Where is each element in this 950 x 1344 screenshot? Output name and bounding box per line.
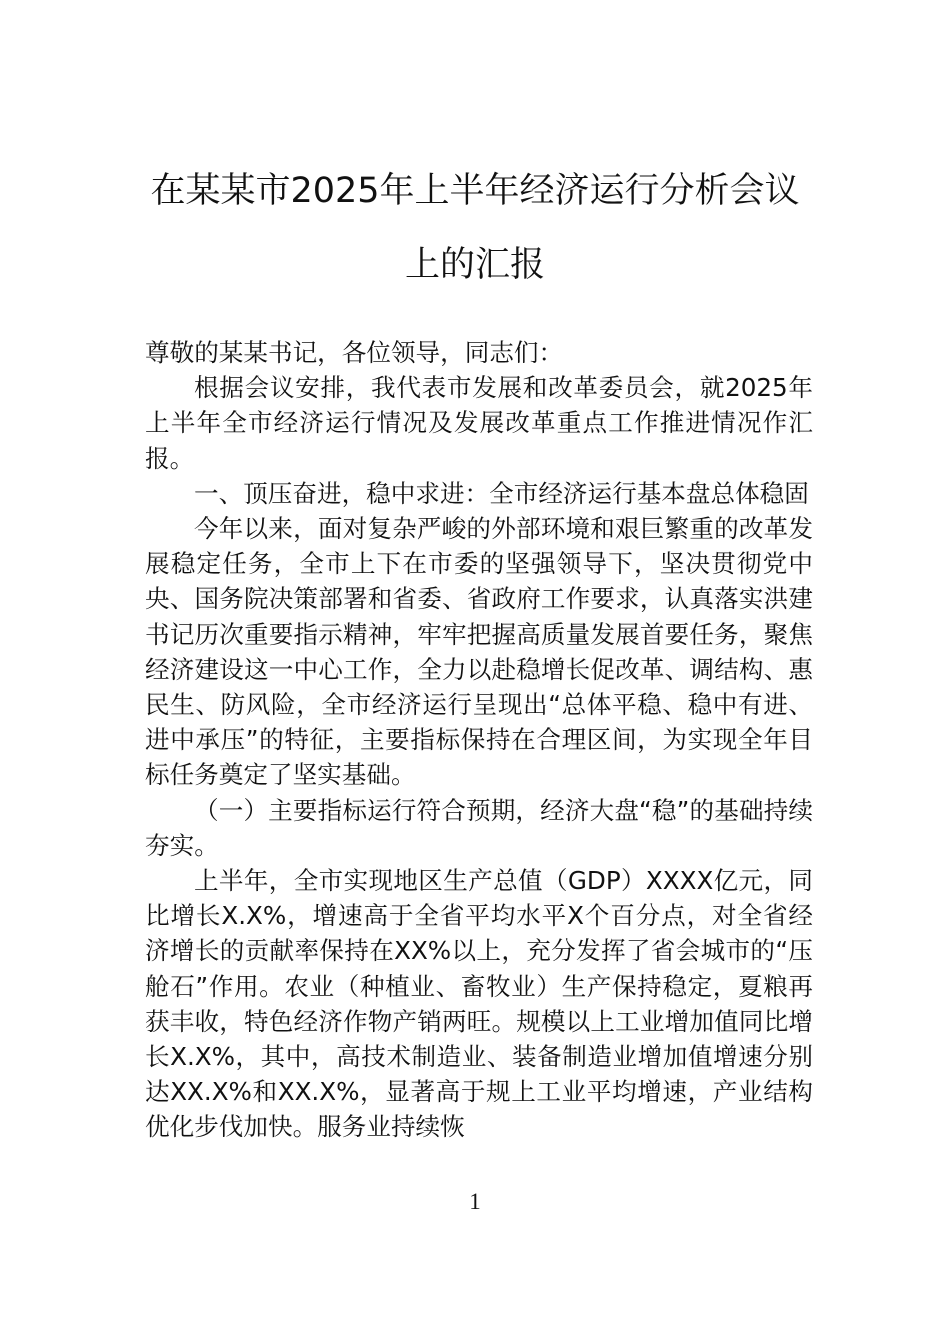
- subsection-heading-1: （一）主要指标运行符合预期，经济大盘“稳”的基础持续夯实。: [145, 795, 813, 860]
- document-title: [120, 154, 830, 302]
- paragraph-indicators: 上半年，全市实现地区生产总值（GDP）XXXX亿元，同比增长X.X%，增速高于全省平均水平X个百分点，对全省经济增长的贡献率保持在XX%以上，充分发挥了省会城市的“压舱石”作用。农业（种植业、畜牧业）生产保持稳定，夏粮再获丰收，特色经济作物产销两旺。规模以上工业增加值同比增长X.X%，其中，高技术制造业、装备制造业增加值增速分别达XX.X%和XX.X%，显著高于规上工业平均增速，产业结构优化步伐加快。服务业持续恢: [145, 866, 813, 1142]
- title-line-2: 上的汇报: [404, 245, 545, 285]
- document-body: [145, 335, 813, 1145]
- paragraph-intro: 根据会议安排，我代表市发展和改革委员会，就2025年上半年全市经济运行情况及发展改革重点工作推进情况作汇报。: [145, 373, 813, 473]
- page-number: 1: [469, 1189, 481, 1214]
- section-heading-1: 一、顶压奋进，稳中求进：全市经济运行基本盘总体稳固: [194, 478, 809, 508]
- paragraph-overview: 今年以来，面对复杂严峻的外部环境和艰巨繁重的改革发展稳定任务，全市上下在市委的坚强领导下，坚决贯彻党中央、国务院决策部署和省委、省政府工作要求，认真落实洪建书记历次重要指示精神，牢牢把握高质量发展首要任务，聚焦经济建设这一中心工作，全力以赴稳增长促改革、调结构、惠民生、防风险，全市经济运行呈现出“总体平稳、稳中有进、进中承压”的特征，主要指标保持在合理区间，为实现全年目标任务奠定了坚实基础。: [145, 514, 813, 790]
- salutation: 尊敬的某某书记，各位领导，同志们：: [145, 338, 564, 367]
- title-line-1: 在某某市2025年上半年经济运行分析会议: [150, 171, 800, 211]
